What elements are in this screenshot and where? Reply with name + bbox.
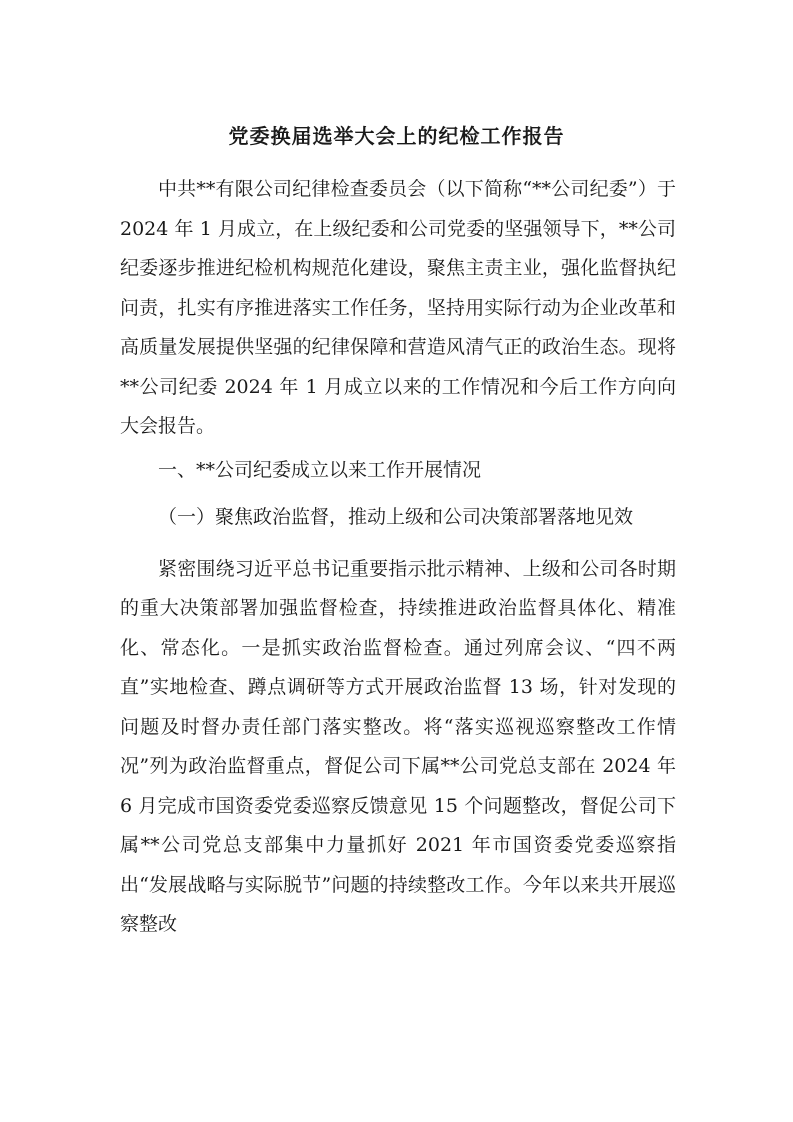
subsection-heading: （一）聚焦政治监督，推动上级和公司决策部署落地见效	[158, 506, 634, 528]
document-body	[120, 170, 676, 945]
section-heading: 一、**公司纪委成立以来工作开展情况	[158, 458, 482, 481]
intro-paragraph: 中共**有限公司纪律检查委员会（以下简称“**公司纪委”）于 2024 年 1 月成立，在上级纪委和公司党委的坚强领导下，**公司纪委逐步推进纪检机构规范化建设，聚焦主责主业，强化监督执纪问责，扎实有序推进落实工作任务，坚持用实际行动为企业改革和高质量发展提供坚强的纪律保障和营造风清气正的政治生态。现将**公司纪委 2024 年 1 月成立以来的工作情况和今后工作方向向大会报告。	[120, 178, 676, 437]
body-paragraph: 紧密围绕习近平总书记重要指示批示精神、上级和公司各时期的重大决策部署加强监督检查，持续推进政治监督具体化、精准化、常态化。一是抓实政治监督检查。通过列席会议、“四不两直”实地检查、蹲点调研等方式开展政治监督 13 场，针对发现的问题及时督办责任部门落实整改。将“落实巡视巡察整改工作情况”列为政治监督重点，督促公司下属**公司党总支部在 2024 年 6 月完成市国资委党委巡察反馈意见 15 个问题整改，督促公司下属**公司党总支部集中力量抓好 2021 年市国资委党委巡察指出“发展战略与实际脱节”问题的持续整改工作。今年以来共开展巡察整改	[120, 557, 676, 935]
document-title: 党委换届选举大会上的纪检工作报告	[228, 124, 565, 148]
